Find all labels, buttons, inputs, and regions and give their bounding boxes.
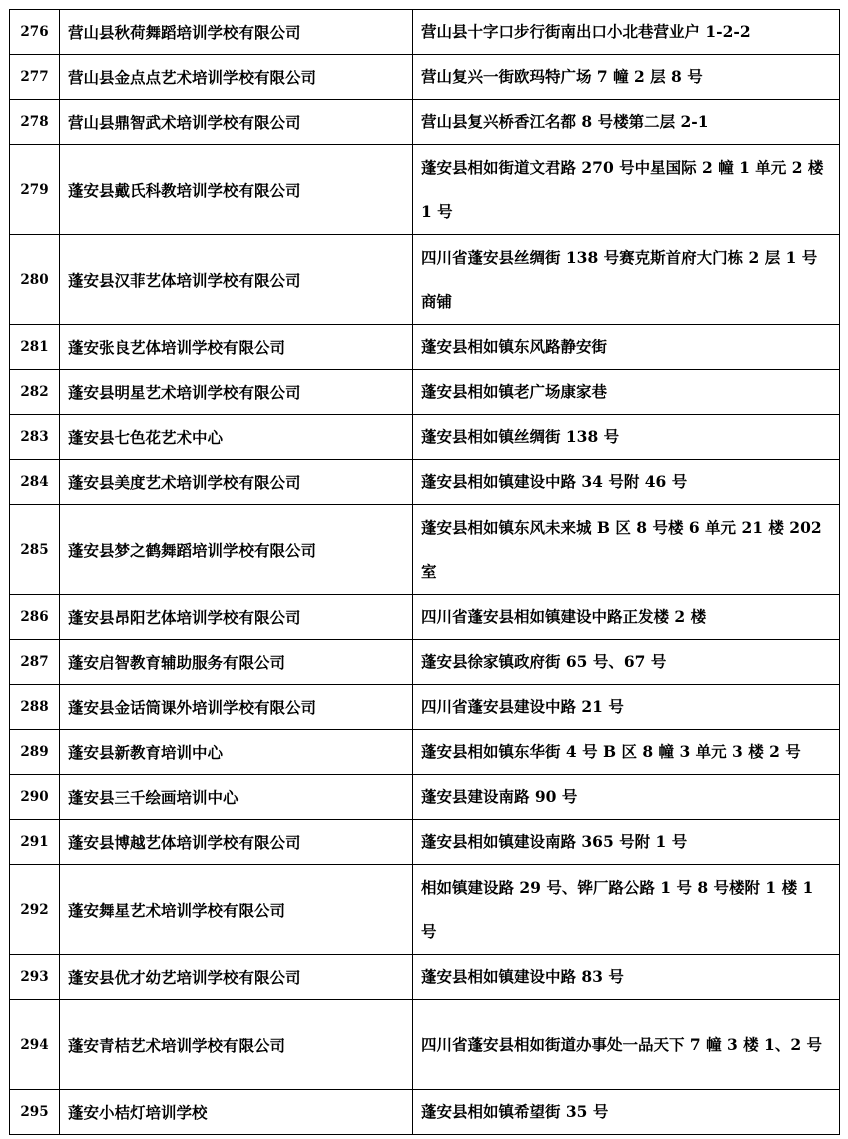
table-row — [10, 235, 840, 325]
table-row — [10, 640, 840, 685]
school-address: 蓬安县相如街道文君路 270 号中星国际 2 幢 1 单元 2 楼 1 号 — [413, 145, 840, 235]
school-name: 蓬安县新教育培训中心 — [60, 730, 413, 775]
school-name: 蓬安县七色花艺术中心 — [60, 415, 413, 460]
row-number: 288 — [10, 685, 60, 730]
school-name: 蓬安张良艺体培训学校有限公司 — [60, 325, 413, 370]
school-name: 蓬安县金话筒课外培训学校有限公司 — [60, 685, 413, 730]
table-row — [10, 460, 840, 505]
school-name: 蓬安青桔艺术培训学校有限公司 — [60, 1000, 413, 1090]
school-address: 蓬安县相如镇建设中路 83 号 — [413, 955, 840, 1000]
table-row — [10, 595, 840, 640]
row-number: 280 — [10, 235, 60, 325]
school-address: 营山县复兴桥香江名都 8 号楼第二层 2-1 — [413, 100, 840, 145]
table-row — [10, 325, 840, 370]
school-name: 蓬安县三千绘画培训中心 — [60, 775, 413, 820]
school-address: 四川省蓬安县相如镇建设中路正发楼 2 楼 — [413, 595, 840, 640]
school-address: 四川省蓬安县丝绸街 138 号赛克斯首府大门栋 2 层 1 号商铺 — [413, 235, 840, 325]
row-number: 291 — [10, 820, 60, 865]
school-name: 蓬安舞星艺术培训学校有限公司 — [60, 865, 413, 955]
row-number: 282 — [10, 370, 60, 415]
row-number: 293 — [10, 955, 60, 1000]
row-number: 294 — [10, 1000, 60, 1090]
school-name: 蓬安县美度艺术培训学校有限公司 — [60, 460, 413, 505]
table-row — [10, 505, 840, 595]
table-row — [10, 730, 840, 775]
school-address: 蓬安县相如镇东华街 4 号 B 区 8 幢 3 单元 3 楼 2 号 — [413, 730, 840, 775]
row-number: 279 — [10, 145, 60, 235]
school-name: 蓬安小桔灯培训学校 — [60, 1090, 413, 1135]
school-name: 蓬安启智教育辅助服务有限公司 — [60, 640, 413, 685]
school-address: 蓬安县徐家镇政府街 65 号、67 号 — [413, 640, 840, 685]
school-address: 营山县十字口步行街南出口小北巷营业户 1-2-2 — [413, 10, 840, 55]
school-name: 蓬安县明星艺术培训学校有限公司 — [60, 370, 413, 415]
table-row — [10, 100, 840, 145]
row-number: 284 — [10, 460, 60, 505]
school-address: 蓬安县相如镇建设中路 34 号附 46 号 — [413, 460, 840, 505]
school-name: 蓬安县汉菲艺体培训学校有限公司 — [60, 235, 413, 325]
school-registry-table — [9, 9, 840, 1135]
row-number: 295 — [10, 1090, 60, 1135]
table-row — [10, 865, 840, 955]
table-row — [10, 1000, 840, 1090]
school-address: 蓬安县建设南路 90 号 — [413, 775, 840, 820]
table-row — [10, 685, 840, 730]
row-number: 287 — [10, 640, 60, 685]
row-number: 278 — [10, 100, 60, 145]
school-address: 四川省蓬安县相如街道办事处一品天下 7 幢 3 楼 1、2 号 — [413, 1000, 840, 1090]
school-address: 蓬安县相如镇建设南路 365 号附 1 号 — [413, 820, 840, 865]
school-name: 蓬安县梦之鹤舞蹈培训学校有限公司 — [60, 505, 413, 595]
school-name: 营山县金点点艺术培训学校有限公司 — [60, 55, 413, 100]
row-number: 276 — [10, 10, 60, 55]
school-name: 蓬安县优才幼艺培训学校有限公司 — [60, 955, 413, 1000]
school-name: 营山县秋荷舞蹈培训学校有限公司 — [60, 10, 413, 55]
row-number: 277 — [10, 55, 60, 100]
school-address: 四川省蓬安县建设中路 21 号 — [413, 685, 840, 730]
school-name: 蓬安县戴氏科教培训学校有限公司 — [60, 145, 413, 235]
row-number: 285 — [10, 505, 60, 595]
school-address: 蓬安县相如镇丝绸街 138 号 — [413, 415, 840, 460]
school-address: 蓬安县相如镇老广场康家巷 — [413, 370, 840, 415]
table-row — [10, 415, 840, 460]
registry-rows — [10, 10, 840, 1135]
table-row — [10, 955, 840, 1000]
row-number: 292 — [10, 865, 60, 955]
school-address: 蓬安县相如镇希望街 35 号 — [413, 1090, 840, 1135]
school-name: 蓬安县博越艺体培训学校有限公司 — [60, 820, 413, 865]
school-address: 蓬安县相如镇东风路静安街 — [413, 325, 840, 370]
school-name: 蓬安县昂阳艺体培训学校有限公司 — [60, 595, 413, 640]
school-name: 营山县鼎智武术培训学校有限公司 — [60, 100, 413, 145]
table-row — [10, 10, 840, 55]
table-row — [10, 1090, 840, 1135]
row-number: 289 — [10, 730, 60, 775]
row-number: 281 — [10, 325, 60, 370]
school-address: 营山复兴一街欧玛特广场 7 幢 2 层 8 号 — [413, 55, 840, 100]
table-row — [10, 55, 840, 100]
school-address: 蓬安县相如镇东风未来城 B 区 8 号楼 6 单元 21 楼 202 室 — [413, 505, 840, 595]
table-row — [10, 820, 840, 865]
table-row — [10, 775, 840, 820]
school-address: 相如镇建设路 29 号、铧厂路公路 1 号 8 号楼附 1 楼 1 号 — [413, 865, 840, 955]
row-number: 286 — [10, 595, 60, 640]
table-row — [10, 145, 840, 235]
row-number: 283 — [10, 415, 60, 460]
row-number: 290 — [10, 775, 60, 820]
table-row — [10, 370, 840, 415]
